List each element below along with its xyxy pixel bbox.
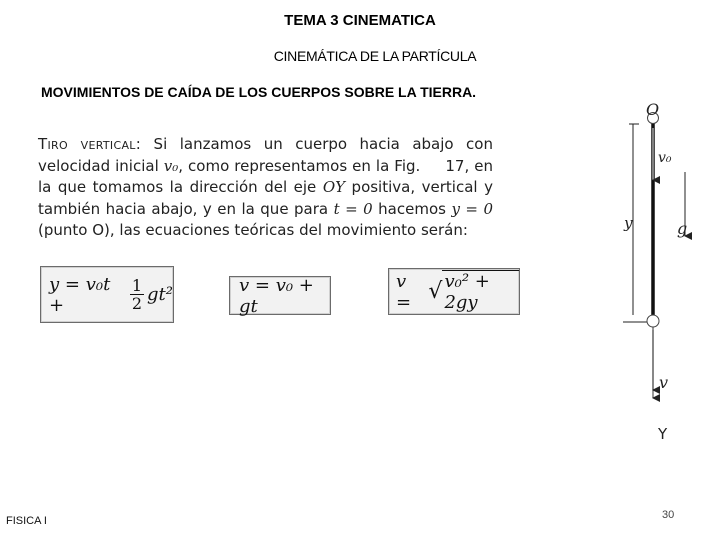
text-part-1: Si lanzamos un cuerpo hacia abajo con velocidad inicial [38, 135, 493, 175]
page-number: 30 [662, 509, 675, 521]
text-part-5: hacemos [372, 199, 452, 218]
v0-label: v₀ [658, 150, 672, 166]
g-label: g [677, 219, 688, 238]
body-paragraph [38, 134, 493, 242]
text-part-3: , en la que tomamos la dirección del eje [38, 156, 493, 196]
slide-subtitle: CINEMÁTICA DE LA PARTÍCULA [273, 48, 477, 64]
t0-expression: t = 0 [333, 199, 373, 218]
free-fall-diagram [595, 100, 705, 445]
eq3-left: v = [396, 270, 412, 313]
y-label: y [624, 214, 633, 232]
sqrt-sign-icon: √ [428, 279, 443, 304]
velocity-position-equation [388, 268, 520, 315]
fraction-denominator: 2 [131, 294, 143, 313]
fraction-numerator: 1 [131, 276, 143, 295]
eq1-left: y = v₀t + [49, 273, 111, 316]
velocity-equation [229, 276, 331, 315]
half-fraction [130, 277, 144, 312]
origin-label: O [646, 100, 660, 119]
text-part-2: , como representamos en la Fig. [178, 156, 421, 175]
eq1-right: gt² [147, 284, 173, 305]
course-label: FISICA I [6, 515, 47, 527]
position-equation [40, 266, 174, 323]
v-label: v [659, 373, 669, 392]
text-part-4: positiva, vertical y también hacia abajo, y en la que para [38, 178, 493, 218]
figure-number: 17 [445, 156, 465, 175]
slide-title: TEMA 3 CINEMATICA [284, 12, 436, 29]
radicand: v₀² + 2gy [442, 270, 519, 313]
y0-expression: y = 0 [451, 199, 493, 218]
text-part-6: (punto O), las ecuaciones teóricas del movimiento serán: [38, 221, 468, 239]
axis-label: Y [658, 425, 668, 443]
particle-icon [647, 315, 659, 327]
lead-label: Tiro vertical: [38, 135, 142, 153]
axis-symbol: OY [322, 178, 346, 196]
section-heading: MOVIMIENTOS DE CAÍDA DE LOS CUERPOS SOBRE LA TIERRA. [41, 84, 477, 100]
v0-symbol: v₀ [163, 156, 179, 175]
eq2-text: v = v₀ + gt [239, 274, 314, 317]
